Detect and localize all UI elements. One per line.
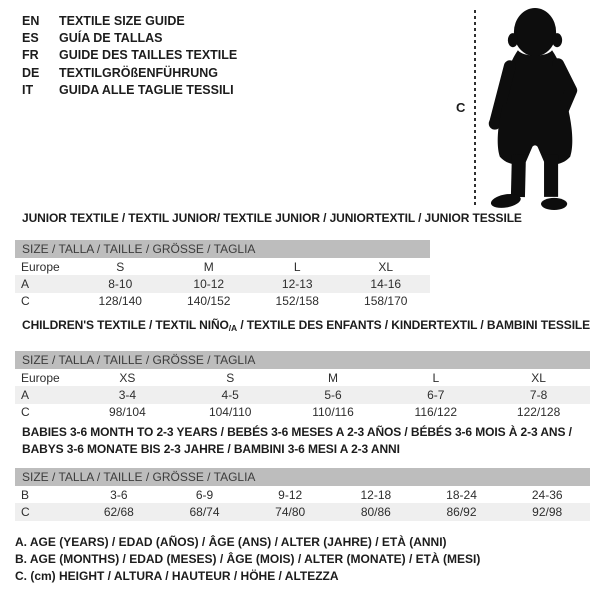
table-cell: 92/98 xyxy=(532,504,563,519)
table-cell: 5-6 xyxy=(324,387,342,402)
table-rows xyxy=(15,258,430,310)
table-cell: L xyxy=(293,259,301,274)
size-header-bar: SIZE / TALLA / TAILLE / GRÖSSE / TAGLIA xyxy=(15,468,590,486)
table-cell: 68/74 xyxy=(189,504,220,519)
table-cell: 86/92 xyxy=(446,504,477,519)
language-title: TEXTILE SIZE GUIDE xyxy=(59,14,185,28)
language-title: GUIDA ALLE TAGLIE TESSILI xyxy=(59,82,234,97)
table-cell: 98/104 xyxy=(109,405,146,420)
table-cell: 9-12 xyxy=(278,487,303,502)
language-row-en xyxy=(22,13,237,30)
junior-table-title-text: JUNIOR TEXTILE / TEXTIL JUNIOR/ TEXTILE JUNIOR / JUNIORTEXTIL / JUNIOR TESSILE xyxy=(22,211,522,225)
language-title: GUÍA DE TALLAS xyxy=(59,31,163,46)
table-cell: 14-16 xyxy=(370,276,402,291)
table-rows xyxy=(15,369,590,421)
table-cell: 116/122 xyxy=(414,405,458,420)
language-title-list xyxy=(22,13,237,99)
row-label: C xyxy=(21,294,30,309)
table-cell: 18-24 xyxy=(446,487,477,502)
children-size-table xyxy=(15,351,590,421)
table-row xyxy=(15,386,590,403)
babies-textile-section xyxy=(15,424,590,521)
table-cell: 3-6 xyxy=(110,487,128,502)
table-rows xyxy=(15,486,590,521)
language-title: TEXTILGRÖßENFÜHRUNG xyxy=(59,65,219,80)
junior-table-title xyxy=(22,211,522,225)
footnote-age-years: A. AGE (YEARS) / EDAD (AÑOS) / ÂGE (ANS) / ALTER (JAHRE) / ETÀ (ANNI) xyxy=(15,535,447,549)
table-cell: XS xyxy=(119,370,136,385)
children-textile-section xyxy=(15,318,590,421)
row-label: C xyxy=(21,504,30,519)
children-title-subscript: /A xyxy=(228,323,238,333)
table-row xyxy=(15,293,430,310)
table-cell: 12-13 xyxy=(281,276,313,291)
junior-size-table xyxy=(15,240,430,310)
table-cell: 128/140 xyxy=(98,294,142,309)
table-cell: 122/128 xyxy=(516,405,561,420)
table-cell: 152/158 xyxy=(275,294,319,309)
table-cell: 6-7 xyxy=(427,387,445,402)
table-cell: XL xyxy=(531,370,546,385)
table-cell: 4-5 xyxy=(221,387,239,402)
children-table-title xyxy=(22,318,590,335)
row-label: Europe xyxy=(21,370,60,385)
babies-table-title xyxy=(22,424,590,458)
table-cell: 62/68 xyxy=(103,504,134,519)
language-row-it xyxy=(22,82,237,99)
table-cell: 12-18 xyxy=(360,487,392,502)
babies-title-line1: BABIES 3-6 MONTH TO 2-3 YEARS / BEBÉS 3-6 MESES A 2-3 AÑOS / BÉBÉS 3-6 MOIS À 2-3 ANS / xyxy=(22,425,572,439)
language-row-de xyxy=(22,65,237,82)
table-cell: S xyxy=(226,370,235,385)
language-code: FR xyxy=(22,48,39,63)
table-cell: 3-4 xyxy=(118,387,137,402)
junior-textile-section xyxy=(15,211,522,310)
table-cell: 6-9 xyxy=(195,487,214,502)
size-header-bar: SIZE / TALLA / TAILLE / GRÖSSE / TAGLIA xyxy=(15,240,430,258)
language-title: GUIDE DES TAILLES TEXTILE xyxy=(59,48,238,63)
table-cell: 158/170 xyxy=(364,294,408,309)
table-row xyxy=(15,486,590,503)
table-cell: M xyxy=(327,370,338,385)
size-header-bar: SIZE / TALLA / TAILLE / GRÖSSE / TAGLIA xyxy=(15,351,590,369)
footnote-height-cm: C. (cm) HEIGHT / ALTURA / HAUTEUR / HÖHE / ALTEZZA xyxy=(15,569,339,584)
table-cell: 8-10 xyxy=(108,276,133,291)
table-cell: 74/80 xyxy=(275,504,306,519)
footnote-age-months: B. AGE (MONTHS) / EDAD (MESES) / ÂGE (MOIS) / ALTER (MONATE) / ETÀ (MESI) xyxy=(15,552,481,567)
table-cell: M xyxy=(203,259,214,274)
row-label: A xyxy=(21,276,30,291)
table-cell: 104/110 xyxy=(208,405,252,420)
footnotes xyxy=(15,534,480,586)
babies-title-line2: BABYS 3-6 MONATE BIS 2-3 JAHRE / BAMBINI 3-6 MESI A 2-3 ANNI xyxy=(22,442,400,456)
table-cell: 80/86 xyxy=(360,504,391,519)
table-cell: 10-12 xyxy=(193,276,225,291)
height-measure-dashed-line xyxy=(474,10,476,207)
height-measure-label: C xyxy=(456,100,466,115)
language-code: ES xyxy=(22,31,39,46)
language-code: IT xyxy=(22,82,34,97)
table-row xyxy=(15,503,590,520)
toddler-silhouette-icon xyxy=(483,6,587,212)
children-title-prefix: CHILDREN'S TEXTILE / TEXTIL NIÑO xyxy=(22,318,229,332)
table-cell: S xyxy=(116,259,125,274)
babies-size-table xyxy=(15,468,590,521)
table-cell: 7-8 xyxy=(529,387,548,402)
table-cell: L xyxy=(432,370,440,385)
table-cell: XL xyxy=(378,259,394,274)
language-code: EN xyxy=(22,14,40,28)
table-cell: 110/116 xyxy=(312,405,354,420)
table-cell: 24-36 xyxy=(531,487,563,502)
children-title-suffix: / TEXTILE DES ENFANTS / KINDERTEXTIL / BAMBINI TESSILE xyxy=(237,318,591,332)
row-label: C xyxy=(21,405,30,420)
table-row xyxy=(15,275,430,292)
language-row-es xyxy=(22,30,237,47)
table-cell: 140/152 xyxy=(187,294,231,309)
row-label: Europe xyxy=(21,259,60,274)
table-row xyxy=(15,404,590,421)
row-label: B xyxy=(21,487,30,502)
table-row xyxy=(15,369,590,386)
table-row xyxy=(15,258,430,275)
language-code: DE xyxy=(22,65,40,80)
language-row-fr xyxy=(22,47,237,64)
row-label: A xyxy=(21,387,30,402)
